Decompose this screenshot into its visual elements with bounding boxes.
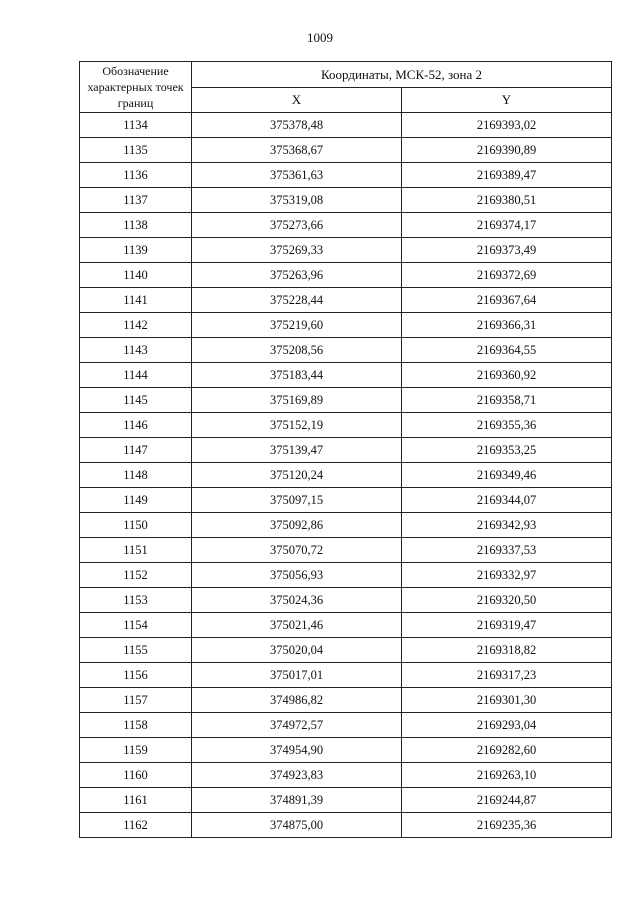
cell-x: 375269,33	[192, 238, 402, 263]
table-row	[80, 563, 612, 588]
cell-y: 2169320,50	[402, 588, 612, 613]
cell-point-id: 1148	[80, 463, 192, 488]
table-body	[80, 113, 612, 838]
cell-point-id: 1157	[80, 688, 192, 713]
cell-x: 374972,57	[192, 713, 402, 738]
cell-x: 375208,56	[192, 338, 402, 363]
table-row	[80, 613, 612, 638]
table-row	[80, 488, 612, 513]
cell-y: 2169332,97	[402, 563, 612, 588]
cell-y: 2169349,46	[402, 463, 612, 488]
cell-point-id: 1160	[80, 763, 192, 788]
cell-y: 2169364,55	[402, 338, 612, 363]
table-row	[80, 238, 612, 263]
table-row	[80, 338, 612, 363]
cell-point-id: 1149	[80, 488, 192, 513]
table-row	[80, 463, 612, 488]
cell-point-id: 1134	[80, 113, 192, 138]
table-row	[80, 138, 612, 163]
cell-y: 2169318,82	[402, 638, 612, 663]
cell-y: 2169317,23	[402, 663, 612, 688]
cell-x: 375152,19	[192, 413, 402, 438]
cell-point-id: 1139	[80, 238, 192, 263]
page-number: 1009	[307, 30, 333, 45]
cell-x: 375056,93	[192, 563, 402, 588]
cell-y: 2169367,64	[402, 288, 612, 313]
cell-x: 375097,15	[192, 488, 402, 513]
table-row	[80, 413, 612, 438]
table-row	[80, 388, 612, 413]
table-row	[80, 688, 612, 713]
cell-point-id: 1142	[80, 313, 192, 338]
header-y: Y	[402, 88, 612, 113]
cell-y: 2169360,92	[402, 363, 612, 388]
cell-y: 2169344,07	[402, 488, 612, 513]
cell-x: 374891,39	[192, 788, 402, 813]
table-row	[80, 738, 612, 763]
cell-x: 375361,63	[192, 163, 402, 188]
cell-x: 375183,44	[192, 363, 402, 388]
cell-point-id: 1138	[80, 213, 192, 238]
cell-y: 2169355,36	[402, 413, 612, 438]
cell-x: 375020,04	[192, 638, 402, 663]
cell-y: 2169372,69	[402, 263, 612, 288]
cell-y: 2169366,31	[402, 313, 612, 338]
table-row	[80, 188, 612, 213]
cell-y: 2169282,60	[402, 738, 612, 763]
table-row	[80, 213, 612, 238]
cell-x: 375120,24	[192, 463, 402, 488]
cell-point-id: 1141	[80, 288, 192, 313]
cell-x: 374875,00	[192, 813, 402, 838]
cell-x: 375368,67	[192, 138, 402, 163]
cell-x: 375219,60	[192, 313, 402, 338]
table-row	[80, 288, 612, 313]
cell-x: 374954,90	[192, 738, 402, 763]
table-row	[80, 263, 612, 288]
coordinates-table	[79, 61, 612, 838]
cell-x: 375070,72	[192, 538, 402, 563]
cell-y: 2169353,25	[402, 438, 612, 463]
cell-x: 375319,08	[192, 188, 402, 213]
cell-y: 2169301,30	[402, 688, 612, 713]
header-point-id: Обозначение характерных точек границ	[80, 62, 192, 113]
cell-point-id: 1147	[80, 438, 192, 463]
cell-point-id: 1153	[80, 588, 192, 613]
cell-x: 375021,46	[192, 613, 402, 638]
table-row	[80, 663, 612, 688]
table-row	[80, 763, 612, 788]
cell-point-id: 1151	[80, 538, 192, 563]
cell-x: 375092,86	[192, 513, 402, 538]
header-coordinates: Координаты, МСК-52, зона 2	[192, 62, 612, 88]
cell-point-id: 1136	[80, 163, 192, 188]
cell-y: 2169380,51	[402, 188, 612, 213]
table-row	[80, 113, 612, 138]
table-row	[80, 163, 612, 188]
cell-y: 2169373,49	[402, 238, 612, 263]
cell-y: 2169337,53	[402, 538, 612, 563]
cell-point-id: 1135	[80, 138, 192, 163]
cell-point-id: 1144	[80, 363, 192, 388]
cell-y: 2169374,17	[402, 213, 612, 238]
cell-x: 375273,66	[192, 213, 402, 238]
table-row	[80, 313, 612, 338]
cell-x: 375169,89	[192, 388, 402, 413]
cell-y: 2169235,36	[402, 813, 612, 838]
cell-x: 375228,44	[192, 288, 402, 313]
cell-point-id: 1162	[80, 813, 192, 838]
table-row	[80, 588, 612, 613]
cell-x: 375378,48	[192, 113, 402, 138]
cell-point-id: 1150	[80, 513, 192, 538]
table-row	[80, 713, 612, 738]
cell-x: 375263,96	[192, 263, 402, 288]
cell-point-id: 1145	[80, 388, 192, 413]
cell-y: 2169293,04	[402, 713, 612, 738]
cell-point-id: 1143	[80, 338, 192, 363]
cell-y: 2169263,10	[402, 763, 612, 788]
cell-x: 375017,01	[192, 663, 402, 688]
cell-point-id: 1161	[80, 788, 192, 813]
cell-x: 374986,82	[192, 688, 402, 713]
cell-x: 375139,47	[192, 438, 402, 463]
table-row	[80, 513, 612, 538]
cell-y: 2169389,47	[402, 163, 612, 188]
cell-point-id: 1152	[80, 563, 192, 588]
cell-y: 2169244,87	[402, 788, 612, 813]
cell-point-id: 1156	[80, 663, 192, 688]
cell-y: 2169393,02	[402, 113, 612, 138]
header-x: X	[192, 88, 402, 113]
cell-point-id: 1155	[80, 638, 192, 663]
cell-y: 2169358,71	[402, 388, 612, 413]
cell-y: 2169342,93	[402, 513, 612, 538]
cell-point-id: 1159	[80, 738, 192, 763]
cell-point-id: 1140	[80, 263, 192, 288]
cell-x: 374923,83	[192, 763, 402, 788]
table-row	[80, 813, 612, 838]
cell-point-id: 1146	[80, 413, 192, 438]
table-row	[80, 363, 612, 388]
cell-point-id: 1158	[80, 713, 192, 738]
table-row	[80, 538, 612, 563]
cell-y: 2169319,47	[402, 613, 612, 638]
table-row	[80, 438, 612, 463]
cell-y: 2169390,89	[402, 138, 612, 163]
cell-point-id: 1137	[80, 188, 192, 213]
table-row	[80, 638, 612, 663]
cell-x: 375024,36	[192, 588, 402, 613]
cell-point-id: 1154	[80, 613, 192, 638]
table-header	[80, 62, 612, 113]
table-row	[80, 788, 612, 813]
